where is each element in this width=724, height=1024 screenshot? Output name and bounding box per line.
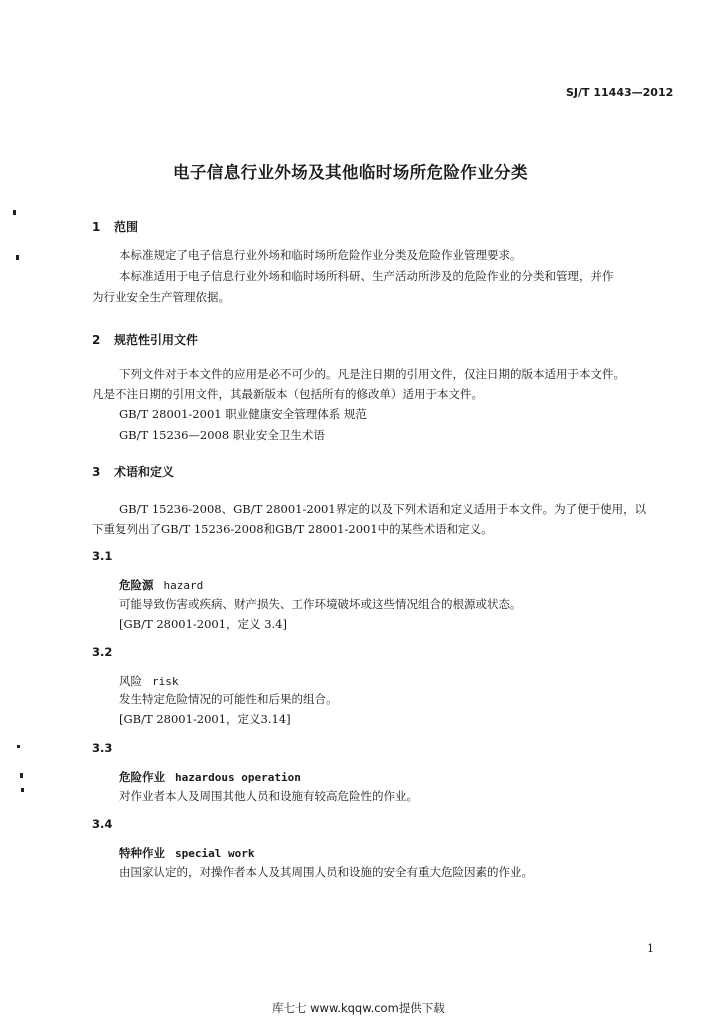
section-2-heading (92, 331, 198, 348)
section-3-heading (92, 463, 174, 480)
page-number: 1 (647, 942, 654, 955)
term-definition: 可能导致伤害或疾病、财产损失、工作环境破坏或这些情况组合的根源或状态。 (119, 597, 522, 611)
term-en: hazardous operation (175, 771, 301, 784)
term-source: [GB/T 28001-2001，定义3.14] (119, 712, 291, 726)
term-zh: 风险 (119, 674, 142, 688)
scope-paragraph-1: 本标准规定了电子信息行业外场和临时场所危险作业分类及危险作业管理要求。 (119, 248, 522, 262)
normative-paragraph-line-2: 凡是不注日期的引用文件，其最新版本（包括所有的修改单）适用于本文件。 (92, 387, 483, 401)
section-title: 范围 (114, 220, 139, 234)
standard-code: SJ/T 11443—2012 (566, 86, 674, 99)
term-en: special work (175, 847, 255, 860)
term-number: 3.1 (92, 549, 113, 563)
term-number: 3.3 (92, 741, 113, 755)
term-source: [GB/T 28001-2001，定义 3.4] (119, 617, 287, 631)
terms-intro-line-2: 下重复列出了GB/T 15236-2008和GB/T 28001-2001中的某些术语和定义。 (92, 522, 493, 536)
scan-speck (17, 745, 20, 748)
term-zh: 危险作业 (119, 770, 165, 784)
term-number: 3.4 (92, 817, 113, 831)
section-title: 术语和定义 (114, 465, 175, 479)
scan-speck (20, 773, 23, 778)
document-title: 电子信息行业外场及其他临时场所危险作业分类 (173, 163, 528, 182)
section-title: 规范性引用文件 (114, 333, 199, 347)
term-entry-hazard (119, 577, 203, 593)
normative-paragraph-line-1: 下列文件对于本文件的应用是必不可少的。凡是注日期的引用文件，仅注日期的版本适用于本文件。 (119, 367, 625, 381)
term-entry-risk (119, 673, 179, 689)
scope-paragraph-2-line-2: 为行业安全生产管理依据。 (92, 290, 230, 304)
section-number: 2 (92, 333, 101, 347)
term-number: 3.2 (92, 645, 113, 659)
section-number: 1 (92, 220, 101, 234)
term-definition: 由国家认定的，对操作者本人及其周围人员和设施的安全有重大危险因素的作业。 (119, 865, 533, 879)
normative-reference-1: GB/T 28001-2001 职业健康安全管理体系 规范 (119, 407, 367, 421)
scan-speck (16, 255, 19, 260)
scan-speck (13, 210, 16, 215)
scope-paragraph-2-line-1: 本标准适用于电子信息行业外场和临时场所科研、生产活动所涉及的危险作业的分类和管理，并作 (119, 269, 614, 283)
term-definition: 对作业者本人及周围其他人员和设施有较高危险性的作业。 (119, 789, 418, 803)
scan-speck (21, 788, 24, 792)
term-entry-hazardous-operation (119, 769, 301, 785)
term-en: risk (152, 675, 179, 688)
term-definition: 发生特定危险情况的可能性和后果的组合。 (119, 692, 338, 706)
footer-download-notice: 库七七 www.kqqw.com提供下载 (272, 1001, 445, 1015)
section-number: 3 (92, 465, 101, 479)
term-zh: 特种作业 (119, 846, 165, 860)
section-1-heading (92, 218, 138, 235)
normative-reference-2: GB/T 15236—2008 职业安全卫生术语 (119, 428, 325, 442)
term-en: hazard (163, 579, 204, 592)
term-entry-special-work (119, 845, 254, 861)
terms-intro-line-1: GB/T 15236-2008、GB/T 28001-2001界定的以及下列术语和定义适用于本文件。为了便于使用，以 (119, 502, 647, 516)
term-zh: 危险源 (119, 578, 154, 592)
